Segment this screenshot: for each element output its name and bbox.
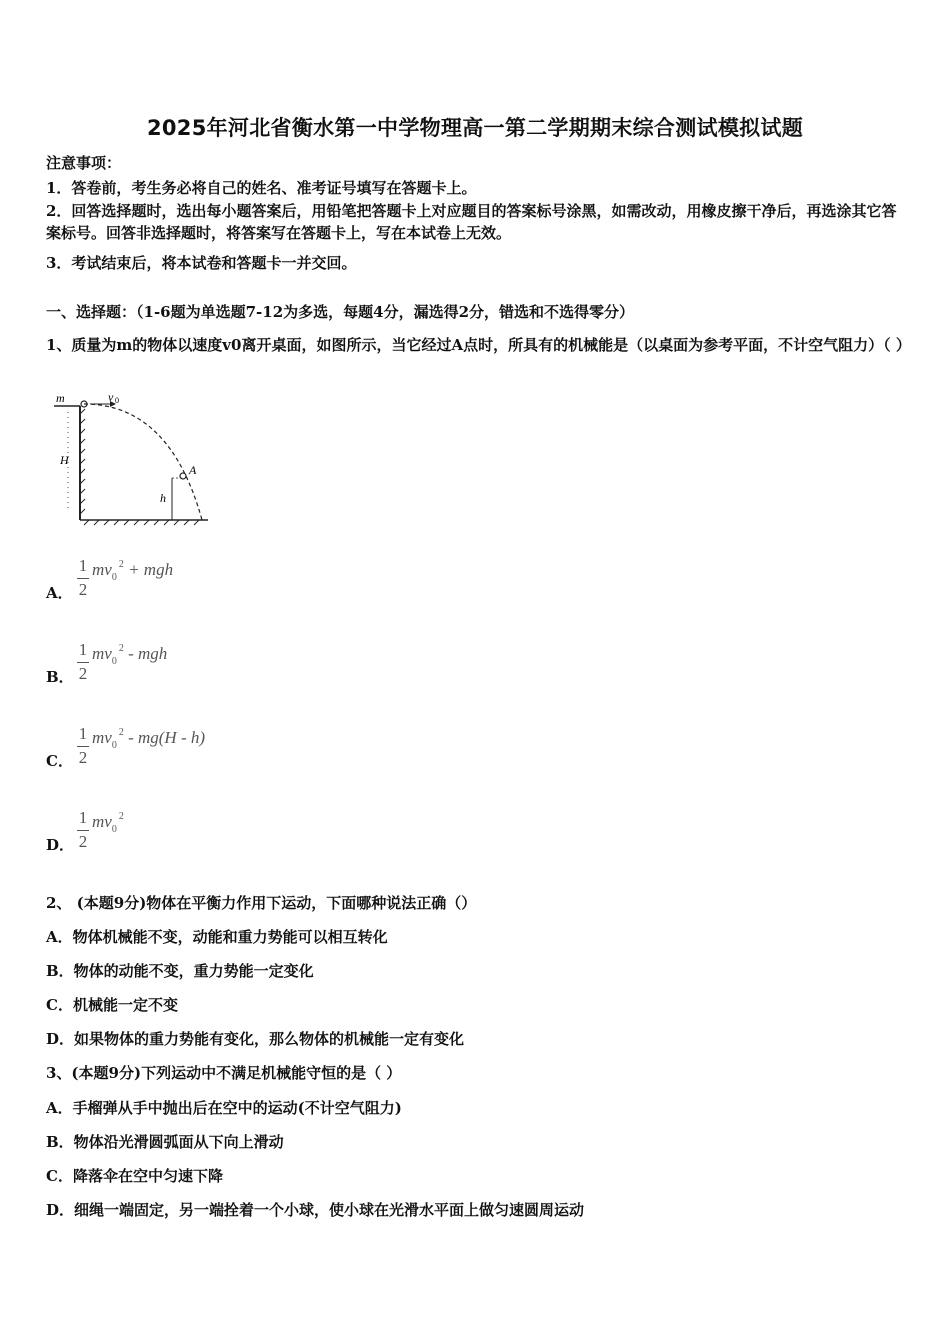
q2-option-d: D．如果物体的重力势能有变化，那么物体的机械能一定有变化 [46, 1030, 465, 1048]
notice-item-3: 3．考试结束后，将本试卷和答题卡一并交回。 [46, 254, 357, 272]
q1-option-d-label: D． [46, 836, 75, 854]
exam-page: 2025年河北省衡水第一中学物理高一第二学期期末综合测试模拟试题 注意事项： 1．答卷前，考生务必将自己的姓名、准考证号填写在答题卡上。 2．回答选择题时，选出每小题答案后，用铅笔把答题卡上对应题目的答案标号涂黑，如需改动，用橡皮擦干净后，再选涂其它答案标号。回答非选择题时，将答案写在答题卡上，写在本试卷上无效。 3．考试结束后，将本试卷和答题卡一并交回。 一、选择题：（1-6题为单选题7-12为多选，每题4分，漏选得2分，错选和不选得零分） 1、质量为m的物体以速度v0离开桌面，如图所示，当它经过A点时，所具有的机械能是（以桌面为参考平面，不计空气阻力）（ ） m v 0 H A h A． 1 2 $mv_0^2$ + mgh B． 1 2 $mv_0^2$ - mgh C． 1 2 $mv_0^2 - mg(H - h)$ D． 1 2 $mv_0^2$ 2、 (本题9分)物体在平衡力作用下运动，下面哪种说法正确（） A．物体机械能不变，动能和重力势能可以相互转化 B．物体的动能不变，重力势能一定变化 C．机械能一定不变 D．如果物体的重力势能有变化，那么物体的机械能一定有变化 3、(本题9分)下列运动中不满足机械能守恒的是（ ） A．手榴弹从手中抛出后在空中的运动(不计空气阻力) B．物体沿光滑圆弧面从下向上滑动 C．降落伞在空中匀速下降 D．细绳一端固定，另一端拴着一个小球，使小球在光滑水平面上做匀速圆周运动 [0, 0, 950, 1344]
projectile-figure [50, 392, 210, 528]
question-2-stem: 2、 (本题9分)物体在平衡力作用下运动，下面哪种说法正确（） [46, 894, 477, 912]
label-H: H [60, 453, 69, 467]
notice-item-2: 2．回答选择题时，选出每小题答案后，用铅笔把答题卡上对应题目的答案标号涂黑，如需改动，用橡皮擦干净后，再选涂其它答案标号。回答非选择题时，将答案写在答题卡上，写在本试卷上无效。 [46, 202, 897, 242]
q2-option-a: A．物体机械能不变，动能和重力势能可以相互转化 [46, 928, 388, 946]
label-v0-sub: 0 [115, 396, 119, 405]
q1-option-a-label: A． [46, 584, 73, 602]
notice-heading: 注意事项： [46, 154, 122, 172]
q3-option-a: A．手榴弹从手中抛出后在空中的运动(不计空气阻力) [46, 1099, 402, 1117]
section-heading: 一、选择题：（1-6题为单选题7-12为多选，每题4分，漏选得2分，错选和不选得零分） [46, 303, 635, 321]
label-A: A [189, 463, 197, 477]
page-title: 2025年河北省衡水第一中学物理高一第二学期期末综合测试模拟试题 [146, 116, 804, 140]
q3-option-c: C．降落伞在空中匀速下降 [46, 1167, 223, 1185]
question-3-stem: 3、(本题9分)下列运动中不满足机械能守恒的是（ ） [46, 1064, 402, 1082]
label-v0: v [108, 392, 114, 404]
q3-option-b: B．物体沿光滑圆弧面从下向上滑动 [46, 1133, 284, 1151]
notice-item-1: 1．答卷前，考生务必将自己的姓名、准考证号填写在答题卡上。 [46, 179, 477, 197]
q1-option-c-label: C． [46, 752, 73, 770]
q3-option-d: D．细绳一端固定，另一端拴着一个小球，使小球在光滑水平面上做匀速圆周运动 [46, 1201, 585, 1219]
label-m: m [56, 392, 65, 405]
q1-option-b-label: B． [46, 668, 74, 686]
q2-option-b: B．物体的动能不变，重力势能一定变化 [46, 962, 314, 980]
q2-option-c: C．机械能一定不变 [46, 996, 178, 1014]
question-1-stem: 1、质量为m的物体以速度v0离开桌面，如图所示，当它经过A点时，所具有的机械能是（以桌面为参考平面，不计空气阻力）（ ） [46, 336, 911, 354]
label-h: h [160, 491, 166, 505]
